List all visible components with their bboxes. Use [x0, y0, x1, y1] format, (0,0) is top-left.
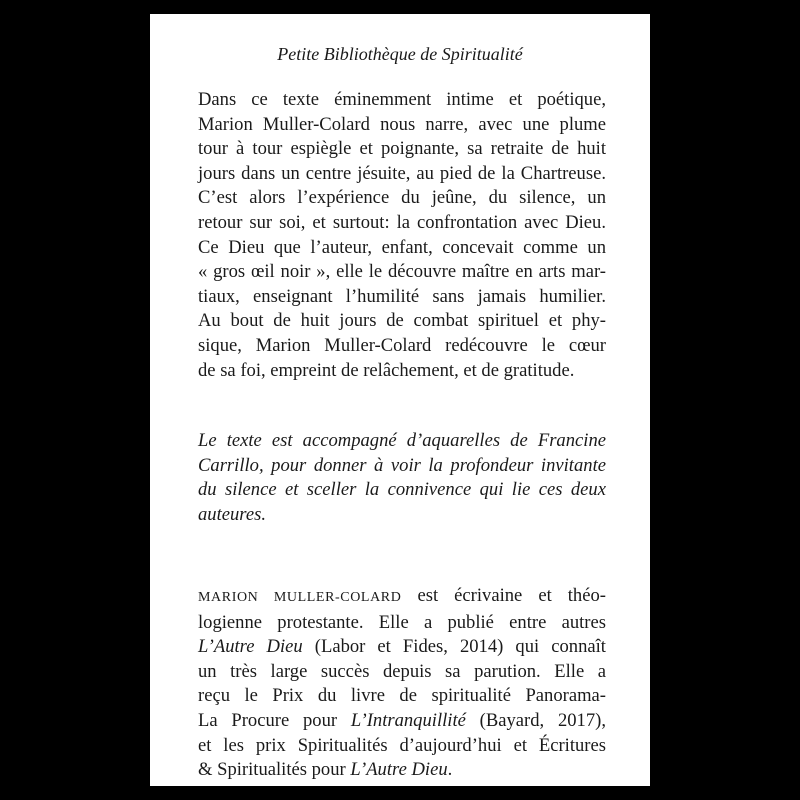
description-line: Au bout de huit jours de combat spirituel et phy-	[198, 310, 606, 332]
bio-text: (Bayard, 2017),	[465, 709, 606, 731]
description-line: Marion Muller-Colard nous narre, avec une plume	[198, 113, 606, 135]
bio-line: logienne protestante. Elle a publié entre autres	[198, 611, 606, 633]
book-back-cover	[150, 14, 650, 786]
bio-text: .	[447, 759, 453, 781]
illustration-line: du silence et sceller la connivence qui lie ces deux	[198, 479, 606, 501]
description-line: C’est alors l’expérience du jeûne, du silence, un	[198, 187, 606, 209]
description-line: Ce Dieu que l’auteur, enfant, concevait comme un	[198, 236, 606, 258]
illustration-line: Le texte est accompagné d’aquarelles de Francine	[198, 430, 606, 451]
description-paragraph	[198, 88, 606, 383]
bio-text: (Labor et Fides, 2014) qui connaît	[302, 636, 606, 658]
bio-line	[198, 709, 606, 734]
author-bio	[198, 584, 606, 783]
description-line: tour à tour espiègle et poignante, sa retraite de huit	[198, 138, 606, 160]
bio-text: est écrivaine et théo-	[401, 585, 606, 606]
bio-line	[198, 584, 606, 611]
description-line: retour sur soi, et surtout: la confrontation avec Dieu.	[198, 211, 606, 233]
bio-line: un très large succès depuis sa parution. Elle a	[198, 660, 606, 682]
bio-line	[198, 635, 606, 660]
bio-line: et les prix Spiritualités d’aujourd’hui et Écritures	[198, 734, 606, 756]
illustration-note	[198, 429, 606, 527]
bio-text: La Procure pour	[198, 709, 351, 731]
bio-text: & Spiritualités pour	[198, 759, 351, 781]
bio-line: reçu le Prix du livre de spiritualité Panorama-	[198, 685, 606, 707]
book-title: L’Intranquillité	[350, 709, 466, 731]
bio-line	[198, 758, 606, 783]
description-line: « gros œil noir », elle le découvre maître en arts mar-	[198, 261, 606, 283]
description-line: tiaux, enseignant l’humilité sans jamais humilier.	[198, 285, 606, 307]
description-line: Dans ce texte éminemment intime et poétique,	[198, 89, 606, 110]
book-title: L’Autre Dieu	[350, 759, 448, 781]
description-line: jours dans un centre jésuite, au pied de la Chartreuse.	[198, 162, 606, 184]
series-title: Petite Bibliothèque de Spiritualité	[277, 44, 523, 64]
description-line: de sa foi, empreint de relâchement, et de gratitude.	[198, 359, 575, 381]
book-title: L’Autre Dieu	[198, 636, 303, 658]
illustration-line: auteures.	[198, 503, 266, 525]
description-line: sique, Marion Muller-Colard redécouvre le cœur	[198, 334, 606, 356]
author-name: MARION MULLER-COLARD	[198, 590, 402, 605]
illustration-line: Carrillo, pour donner à voir la profondeur invitante	[198, 454, 606, 476]
